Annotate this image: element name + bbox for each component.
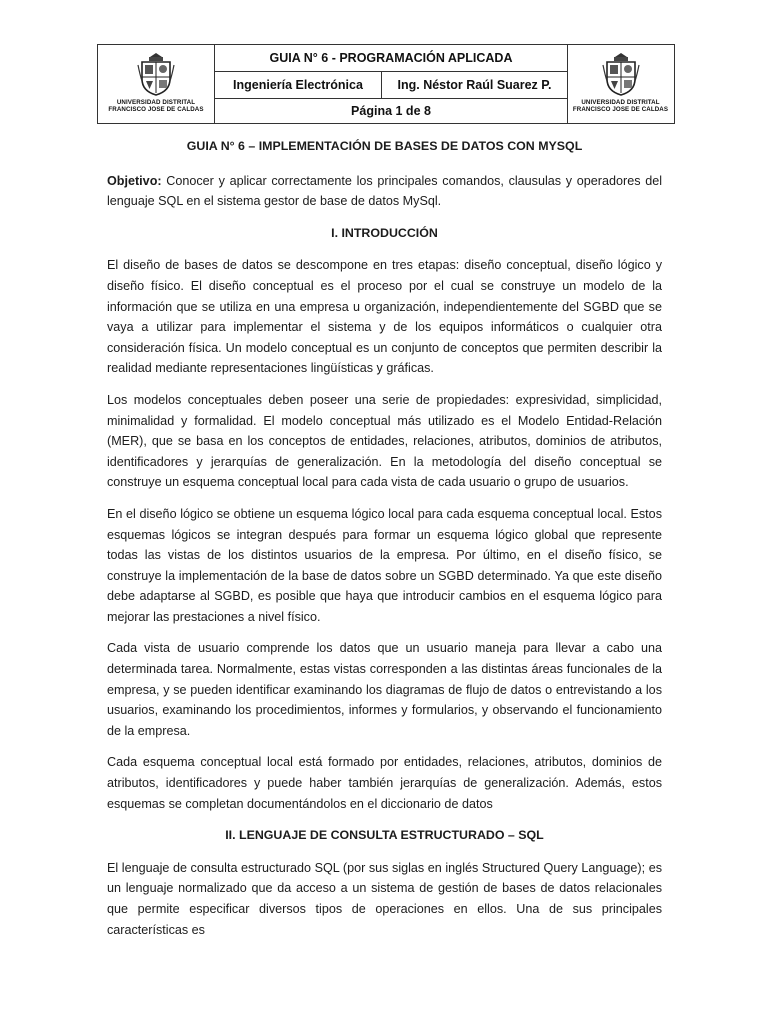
objective-paragraph (107, 171, 662, 212)
paragraph: Cada esquema conceptual local está formado por entidades, relaciones, atributos, dominios de atributos, identificadores y puede haber también jerarquías de generalización. Además, estos esquemas se completan documentándolos en el diccionario de datos (107, 755, 662, 811)
section-heading-sql: II. LENGUAJE DE CONSULTA ESTRUCTURADO – SQL (225, 828, 544, 843)
university-seal-icon (601, 51, 641, 97)
guide-title: GUIA N° 6 - PROGRAMACIÓN APLICADA (269, 51, 513, 65)
university-seal-icon (136, 51, 176, 97)
university-name-right: UNIVERSIDAD DISTRITAL FRANCISCO JOSE DE CALDAS (572, 99, 669, 113)
teacher-name: Ing. Néstor Raúl Suarez P. (397, 78, 552, 92)
paragraph: El diseño de bases de datos se descompone en tres etapas: diseño conceptual, diseño lógico y diseño físico. El diseño conceptual es el proceso por el cual se construye un modelo de la información que se utiliza en una empresa u organización, independientemente del SGBD que se vaya a utilizar para implementar el sistema y de los equipos informáticos o cualquier otra consideración física. Un modelo conceptual es un conjunto de conceptos que permiten describir la realidad mediante representaciones lingüísticas y gráficas. (107, 258, 662, 376)
paragraph: Los modelos conceptuales deben poseer una serie de propiedades: expresividad, simplicidad, minimalidad y formalidad. El modelo conceptual más utilizado es el Modelo Entidad-Relación (MER), que se basa en los conceptos de entidades, relaciones, atributos, dominios de atributos, identificadores y jerarquías de generalización. En la metodología del diseño conceptual se construye un esquema conceptual local para cada vista de cada usuario o grupo de usuarios. (107, 392, 662, 490)
teacher-cell (381, 71, 568, 99)
page-number-cell (214, 98, 568, 124)
document-body (107, 136, 662, 951)
page-number: Página 1 de 8 (351, 104, 431, 118)
university-name-left: UNIVERSIDAD DISTRITAL FRANCISCO JOSE DE CALDAS (108, 99, 204, 113)
document-title: GUIA N° 6 – IMPLEMENTACIÓN DE BASES DE DATOS CON MYSQL (186, 139, 583, 153)
objective-text: Conocer y aplicar correctamente los principales comandos, clausulas y operadores del lenguaje SQL en el sistema gestor de base de datos MySql. (107, 173, 662, 209)
program-cell (214, 71, 382, 99)
university-logo-right (567, 44, 675, 124)
document-header-table (97, 44, 675, 124)
paragraph: El lenguaje de consulta estructurado SQL (por sus siglas en inglés Structured Query Language); es un lenguaje normalizado que da acceso a un sistema de gestión de bases de datos relacionales que permite especificar diversos tipos de operaciones en ellos. Una de sus principales características es (107, 860, 662, 937)
guide-title-cell (214, 44, 568, 72)
paragraph: En el diseño lógico se obtiene un esquema lógico local para cada esquema conceptual local. Estos esquemas lógicos se integran después para formar un esquema lógico global que represente todas las vistas de los distintos usuarios de la empresa. Por último, en el diseño físico, se construye la implementación de la base de datos sobre un SGBD determinado. Ya que este diseño debe adaptarse al SGBD, es posible que haya que introducir cambios en el esquema lógico para mejorar las prestaciones a nivel físico. (107, 506, 662, 624)
university-logo-left (97, 44, 215, 124)
paragraph: Cada vista de usuario comprende los datos que un usuario maneja para llevar a cabo una determinada tarea. Normalmente, estas vistas corresponden a las distintas áreas funcionales de la empresa, y se pueden identificar examinando los diagramas de flujo de datos o entrevistando a los usuarios, examinando los procedimientos, informes y formularios, y observando el funcionamiento de la empresa. (107, 641, 662, 738)
program-name: Ingeniería Electrónica (233, 78, 363, 92)
objective-label: Objetivo: (107, 173, 162, 188)
section-heading-introduccion: I. INTRODUCCIÓN (331, 225, 438, 240)
